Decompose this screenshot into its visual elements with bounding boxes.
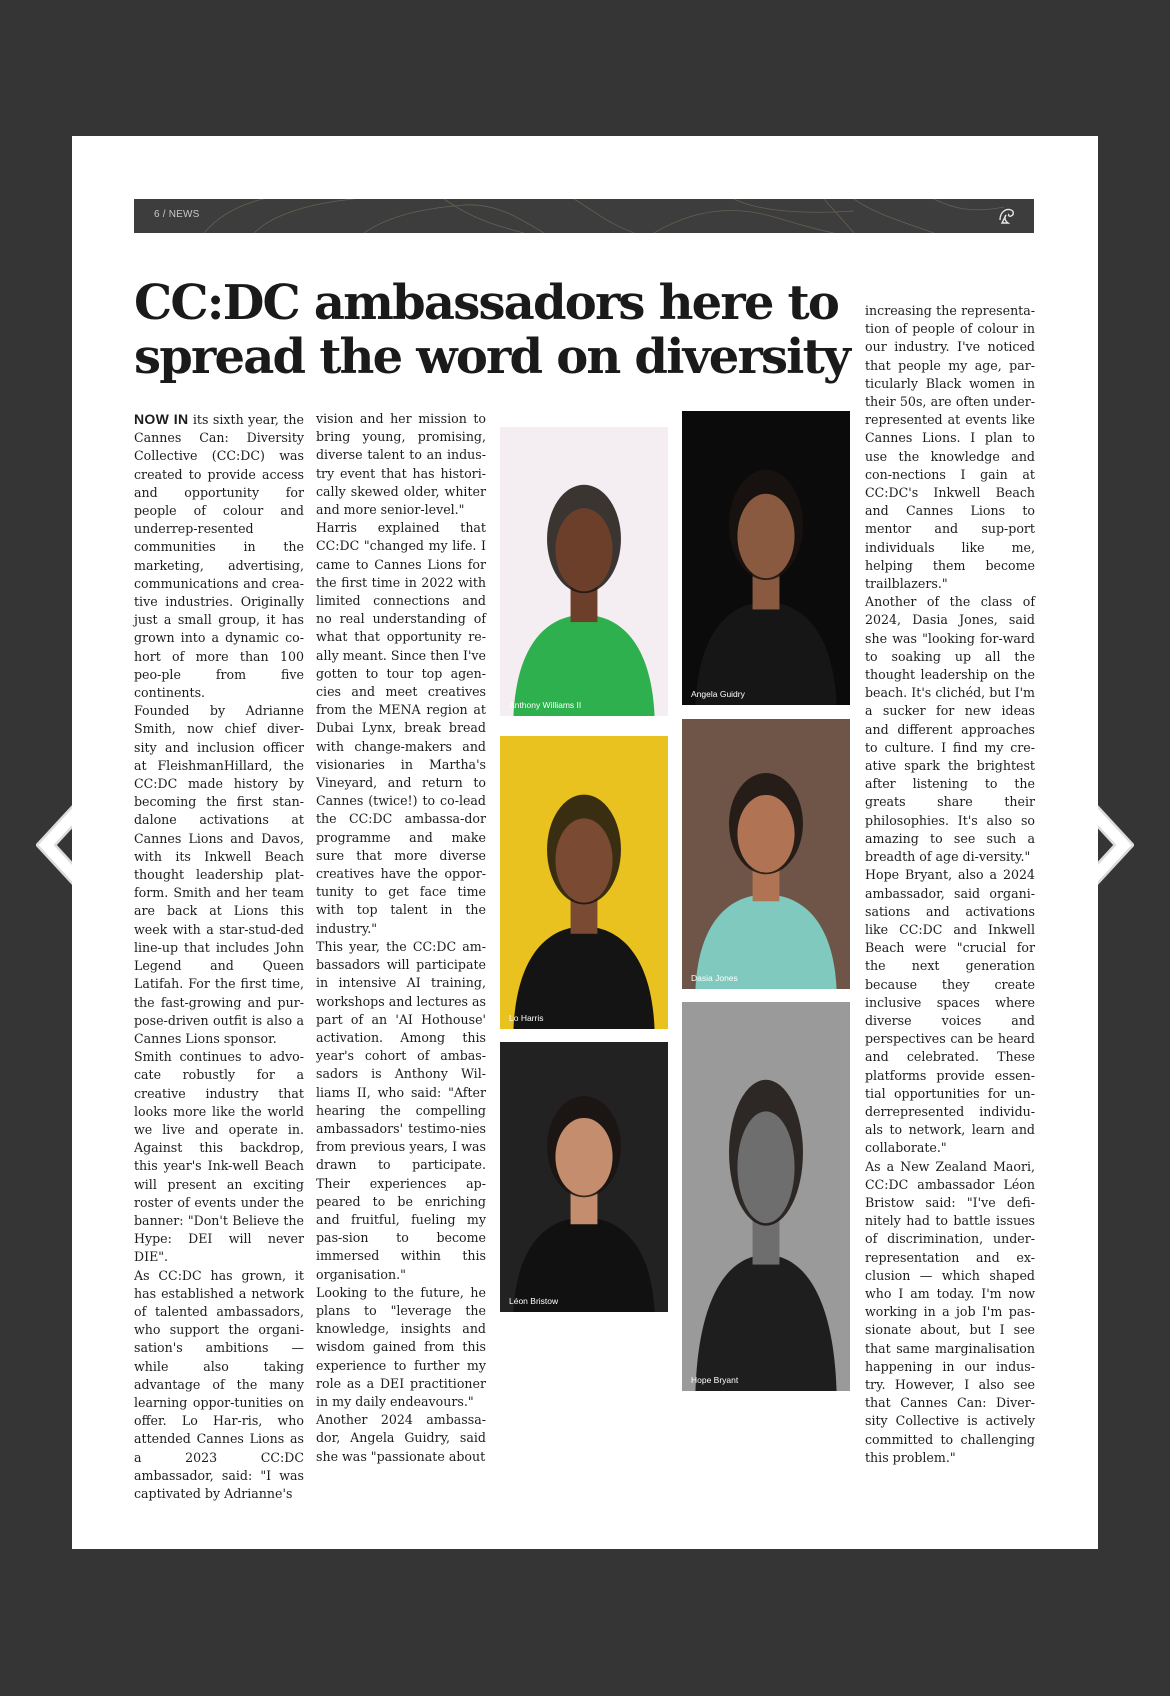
article-column-1 [134,410,304,1503]
article-column-3 [865,302,1035,1467]
article-paragraph: Another of the class of 2024, Dasia Jones, said she was "looking for-ward to soaking up all the thought leadership on the beach. It's clichéd, but I'm a sucker for new ideas and different approaches to culture. I find my cre-ative spark the brightest after listening to the greats share their philosophies. It's also so amazing to see such a breadth of age di-versity." [865,594,1035,865]
article-paragraph: NOW IN its sixth year, the Cannes Can: Diversity Collective (CC:DC) was created to provide access and opportunity for people of colour and underrep-resented communities in the marketing, advertising, communications and crea-tive industries. Originally just a small group, it has grown into a dynamic co-hort of more than 100 peo-ple from five continents. [134,411,304,701]
portrait-image [682,1002,850,1391]
article-paragraph: Another 2024 ambassa-dor, Angela Guidry, said she was "passionate about [316,1412,486,1464]
article-paragraph: Harris explained that CC:DC "changed my life. I came to Cannes Lions for the first time in 2022 with limited connections and no real understanding of what that opportunity re-ally meant. Since then I've gotten to tour top agen-cies and meet creatives from the MENA region at Dubai Lynx, break bread with change-makers and visionaries in Martha's Vineyard, and return to Cannes (twice!) to co-lead the CC:DC ambassa-dor programme and make sure that more diverse creatives have the oppor-tunity to get face time with top talent in the industry." [316,520,486,936]
section-header-band [134,199,1034,233]
article-paragraph: Founded by Adrianne Smith, now chief diver-sity and inclusion officer at FleishmanHillard, the CC:DC made history by becoming the first stan-dalone activations at Cannes Lions and Davos, with its Inkwell Beach thought leadership plat-form. Smith and her team are back at Lions this week with a star-stud-ded line-up that includes John Legend and Queen Latifah. For the first time, the fast-growing and pur-pose-driven outfit is also a Cannes Lions sponsor. [134,703,304,1046]
magazine-page [72,136,1098,1549]
article-paragraph: Smith continues to advo-cate robustly for a creative industry that looks more like the world we live and operate in. Against this backdrop, this year's Ink-well Beach will present an exciting roster of events under the banner: "Don't Believe the Hype: DEI will never DIE". [134,1049,304,1265]
photo-caption: Dasia Jones [691,973,738,983]
article-column-2 [316,410,486,1466]
lead-in: NOW IN [134,411,189,427]
portrait-image [500,736,668,1029]
portrait-photo [500,427,668,716]
portrait-image [682,719,850,989]
photo-caption: Lo Harris [509,1013,544,1023]
cannes-lions-logo-icon [996,206,1016,226]
article-paragraph: vision and her mission to bring young, promising, diverse talent to an indus-try event that has histori-cally skewed older, whiter and more senior-level." [316,411,486,518]
photo-caption: Angela Guidry [691,689,745,699]
article-paragraph: Looking to the future, he plans to "leverage the knowledge, insights and wisdom gained from this experience to further my role as a DEI practitioner in my daily endeavours." [316,1284,486,1409]
portrait-image [500,1042,668,1312]
article-paragraph: As CC:DC has grown, it has established a network of talented ambassadors, who support the organi-sation's ambitions — while also taking advantage of the many learning oppor-tunities on offer. Lo Har-ris, who attended Cannes Lions as a 2023 CC:DC ambassador, said: "I was captivated by Adrianne's [134,1267,304,1501]
photo-caption: Léon Bristow [509,1296,559,1306]
section-label: 6 / NEWS [154,209,200,220]
article-paragraph: increasing the representa-tion of people of colour in our industry. I've noticed that people my age, par-ticularly Black women in their 50s, are often under-represented at events like Cannes Lions. I plan to use the knowledge and con-nections I gain at CC:DC's Inkwell Beach and Cannes Lions to mentor and sup-port individuals like me, helping them become trailblazers." [865,303,1035,592]
portrait-photo [682,1002,850,1391]
portrait-photo [500,736,668,1029]
portrait-photo [682,719,850,989]
article-paragraph: This year, the CC:DC am-bassadors will participate in intensive AI training, workshops and lectures as part of an 'AI Hothouse' activation. Among this year's cohort of ambas-sadors is Anthony Wil-liams II, who said: "After hearing the compelling ambassadors' testimo-nies from previous years, I was drawn to participate. Their experiences ap-peared to be enriching and fruitful, fueling my pas-sion to become immersed within this organisation." [316,938,486,1282]
portrait-image [682,411,850,705]
article-paragraph: Hope Bryant, also a 2024 ambassador, said organi-sations and activations like CC:DC and Inkwell Beach were "crucial for the next generation because they create inclusive spaces where diverse voices and perspectives can be heard and celebrated. These platforms provide essen-tial opportunities for un-derrepresented individu-als to network, learn and collaborate." [865,867,1035,1156]
decorative-line-pattern [134,199,1034,233]
article-paragraph: As a New Zealand Maori, CC:DC ambassador Léon Bristow said: "I've defi-nitely had to battle issues of discrimination, under-representation and ex-clusion — which shaped who I am today. I'm now working in a job I'm pas-sionate about, but I see that same marginalisation happening in our indus-try. However, I also see that Cannes Can: Diver-sity Collective is actively committed to challenging this problem." [865,1158,1035,1465]
photo-caption: Anthony Williams II [509,700,582,710]
portrait-photo [682,411,850,705]
photo-caption: Hope Bryant [691,1375,739,1385]
portrait-photo [500,1042,668,1312]
portrait-image [500,427,668,716]
article-headline: CC:DC ambassadors here to spread the word on diversity [134,275,850,385]
